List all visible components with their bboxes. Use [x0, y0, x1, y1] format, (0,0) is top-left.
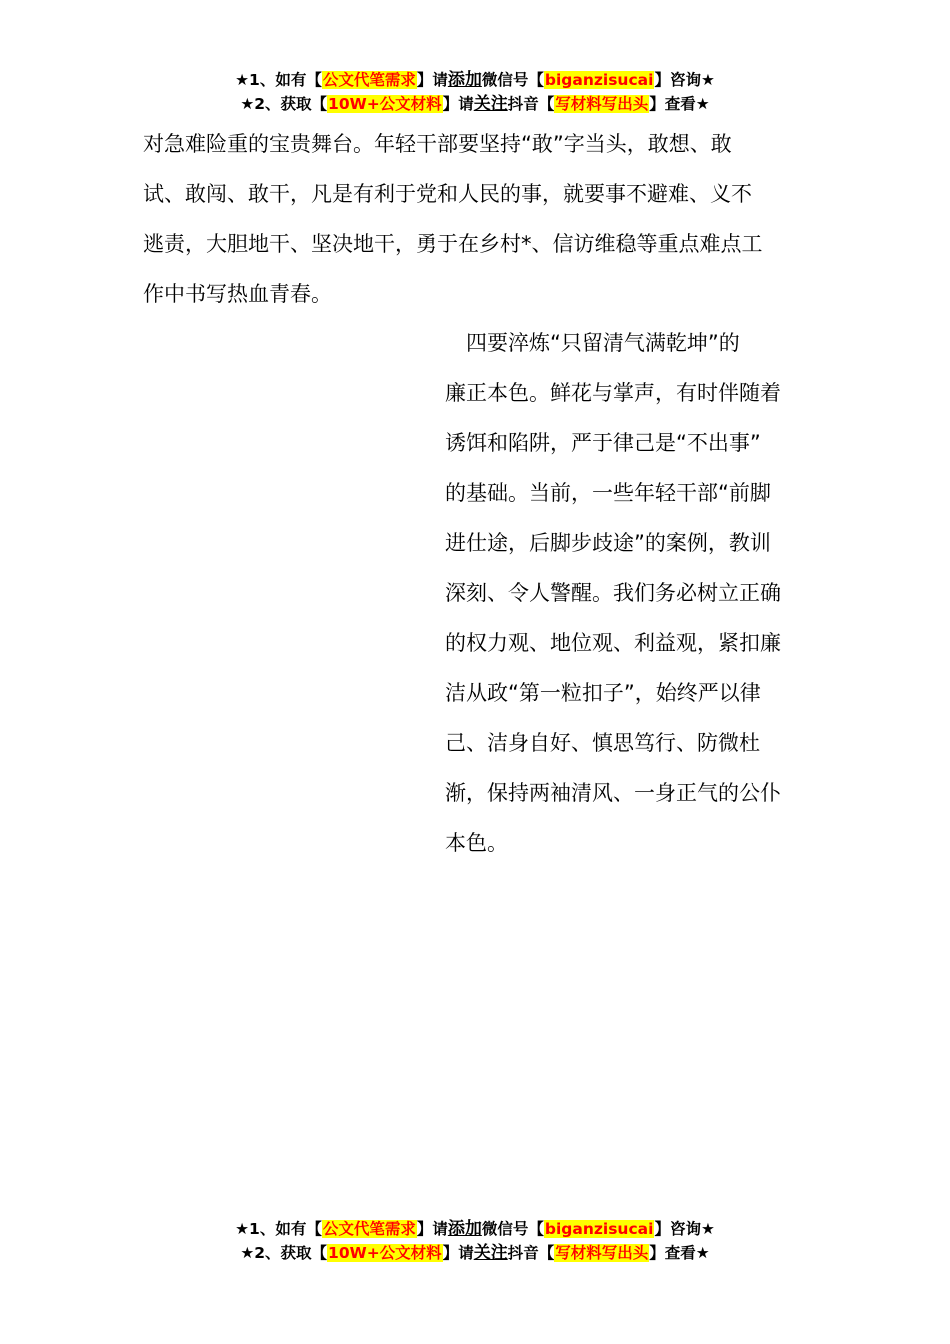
paragraph-2-line: 进仕途，后脚步歧途”的案例，教训 — [445, 531, 771, 555]
footer-line-2-text-2: 抖音【 — [507, 1244, 555, 1262]
footer-line-1-highlight-service: 公文代笔需求 — [322, 1220, 416, 1238]
footer-line-2-highlight-materials: 10W+公文材料 — [328, 1244, 442, 1262]
header-line-2-underlined: 关注 — [473, 94, 508, 114]
header-line-2-suffix: 】查看★ — [649, 95, 710, 113]
paragraph-1 — [143, 119, 809, 319]
footer-line-1-text: 】请 — [416, 1220, 448, 1238]
footer-line-1-prefix: ★1、如有【 — [235, 1220, 322, 1238]
header-line-2-highlight-materials: 10W+公文材料 — [328, 95, 442, 113]
header-line-2-prefix: ★2、获取【 — [240, 95, 328, 113]
footer-line-2-underlined: 关注 — [473, 1243, 508, 1263]
paragraph-1-line: 作中书写热血青春。 — [143, 282, 332, 306]
paragraph-1-line: 对急难险重的宝贵舞台。年轻干部要坚持“敢”字当头，敢想、敢 — [143, 132, 732, 156]
header-line-2-highlight-douyin: 写材料写出头 — [555, 95, 649, 113]
footer-line-1-underlined: 添加 — [447, 1219, 482, 1239]
paragraph-2-line: 己、洁身自好、慎思笃行、防微杜 — [445, 731, 760, 755]
paragraph-2-line: 的权力观、地位观、利益观，紧扣廉 — [445, 631, 781, 655]
paragraph-2-line: 深刻、令人警醒。我们务必树立正确 — [445, 581, 781, 605]
header-banner — [0, 68, 950, 116]
footer-line-2 — [0, 1241, 950, 1265]
footer-line-2-highlight-douyin: 写材料写出头 — [555, 1244, 649, 1262]
header-line-1-highlight-service: 公文代笔需求 — [322, 71, 416, 89]
header-line-1-suffix: 】咨询★ — [654, 71, 715, 89]
header-line-1-underlined: 添加 — [447, 70, 482, 90]
paragraph-2-line: 本色。 — [445, 831, 508, 855]
footer-line-1-highlight-wechat: biganzisucai — [544, 1220, 654, 1238]
header-line-2-text-2: 抖音【 — [507, 95, 555, 113]
footer-banner — [0, 1217, 950, 1265]
footer-line-2-suffix: 】查看★ — [649, 1244, 710, 1262]
paragraph-2-line: 洁从政“第一粒扣子”，始终严以律 — [445, 681, 761, 705]
footer-line-1-text-2: 微信号【 — [481, 1220, 544, 1238]
header-line-1-text-2: 微信号【 — [481, 71, 544, 89]
paragraph-2 — [445, 318, 810, 868]
footer-line-2-text: 】请 — [442, 1244, 474, 1262]
paragraph-2-line: 的基础。当前，一些年轻干部“前脚 — [445, 481, 771, 505]
footer-line-2-prefix: ★2、获取【 — [240, 1244, 328, 1262]
header-line-2-text: 】请 — [442, 95, 474, 113]
header-line-2 — [0, 92, 950, 116]
header-line-1-highlight-wechat: biganzisucai — [544, 71, 654, 89]
paragraph-1-line: 逃责，大胆地干、坚决地干，勇于在乡村*、信访维稳等重点难点工 — [143, 232, 763, 256]
footer-line-1 — [0, 1217, 950, 1241]
paragraph-2-line: 渐，保持两袖清风、一身正气的公仆 — [445, 781, 781, 805]
header-line-1-text: 】请 — [416, 71, 448, 89]
paragraph-1-line: 试、敢闯、敢干，凡是有利于党和人民的事，就要事不避难、义不 — [143, 182, 752, 206]
paragraph-2-line: 廉正本色。鲜花与掌声，有时伴随着 — [445, 381, 781, 405]
header-line-1 — [0, 68, 950, 92]
paragraph-2-line: 诱饵和陷阱，严于律己是“不出事” — [445, 431, 761, 455]
footer-line-1-suffix: 】咨询★ — [654, 1220, 715, 1238]
paragraph-2-line: 四要淬炼“只留清气满乾坤”的 — [445, 331, 740, 355]
header-line-1-prefix: ★1、如有【 — [235, 71, 322, 89]
